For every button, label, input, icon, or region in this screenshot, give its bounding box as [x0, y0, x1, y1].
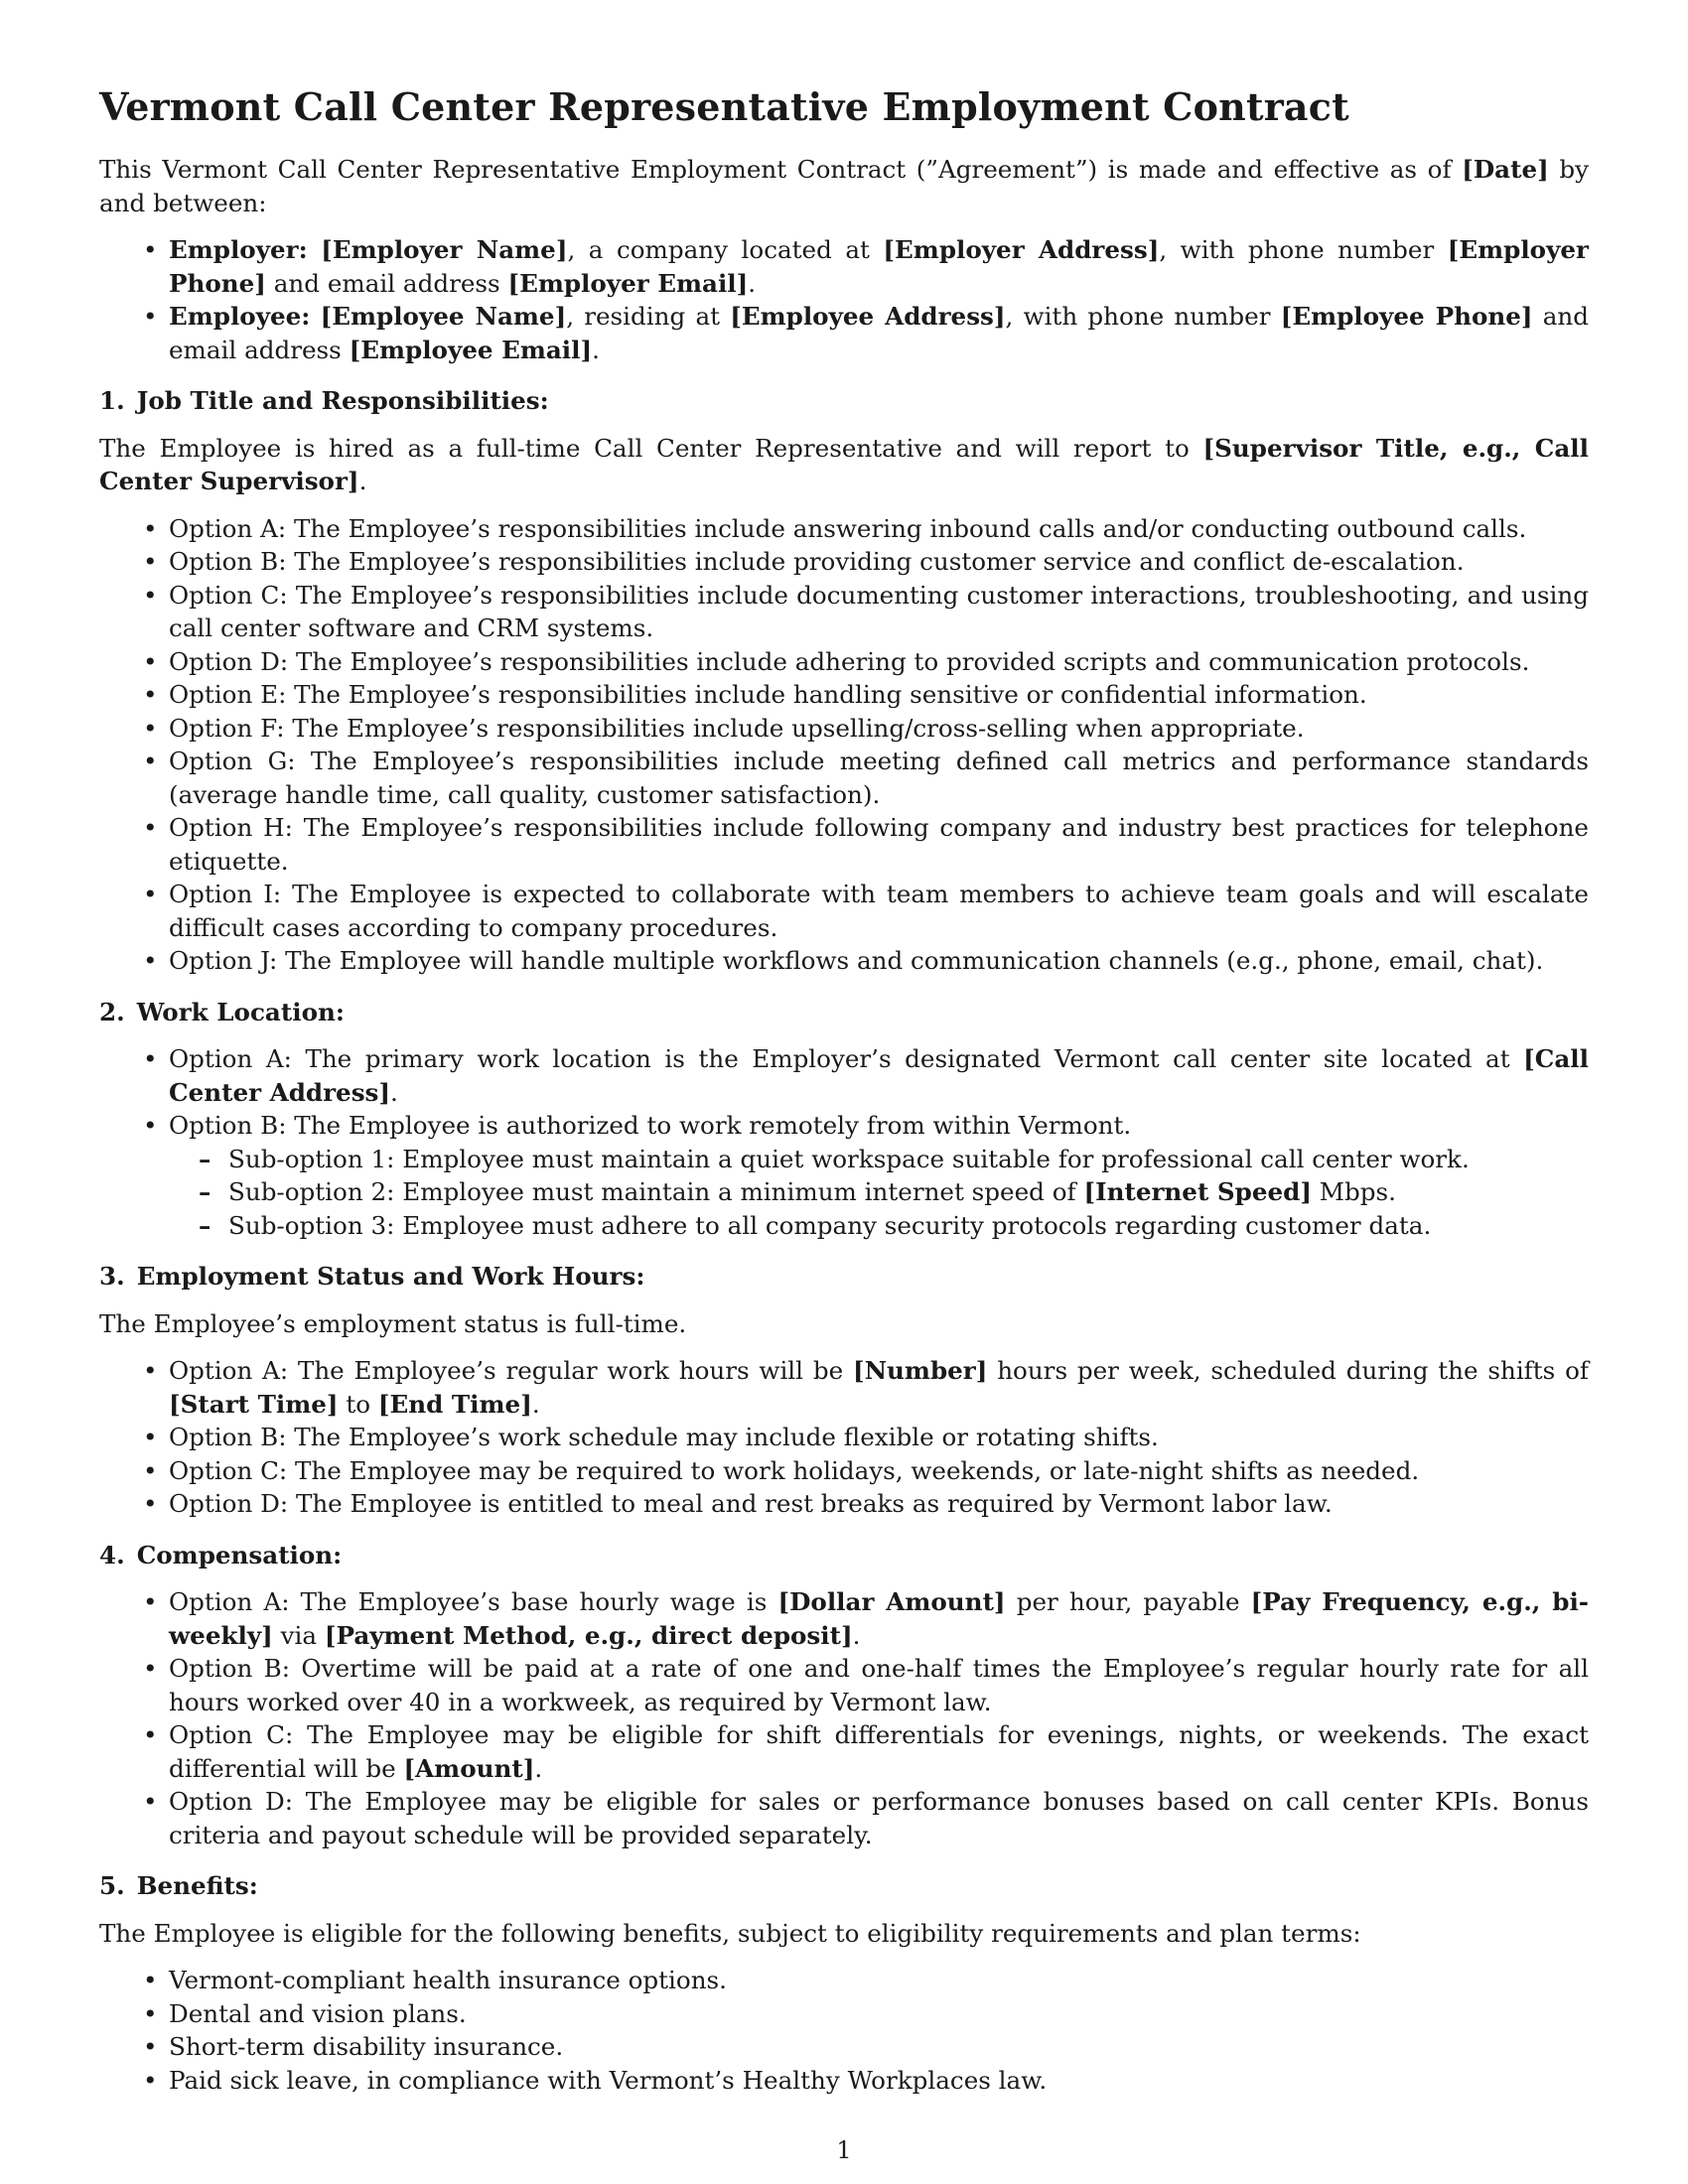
- list-item: • Option A: The primary work location is the Employer’s designated Vermont call center site located at [Call Center Address].: [169, 1042, 1589, 1109]
- list-item: • Option B: The Employee’s responsibilities include providing customer service and conflict de-escalation.: [169, 545, 1589, 579]
- list-item: • Option C: The Employee may be required to work holidays, weekends, or late-night shifts as needed.: [169, 1454, 1589, 1488]
- list-item: • Option G: The Employee’s responsibilities include meeting defined call metrics and performance standards (average handle time, call quality, customer satisfaction).: [169, 745, 1589, 811]
- section-3-options: [99, 1354, 1589, 1521]
- list-item: • Option B: The Employee is authorized to work remotely from within Vermont. – Sub-option 1: Employee must maintain a quiet workspace suitable for professional call center work. – Sub-option 2: Employee must maintain a minimum internet speed of [Internet Speed] Mbps. – Sub-option 3: Employee must adhere to all company security protocols regarding customer data.: [169, 1109, 1589, 1242]
- list-item: • Option B: The Employee’s work schedule may include flexible or rotating shifts.: [169, 1421, 1589, 1454]
- section-4-options: [99, 1585, 1589, 1851]
- list-item: • Vermont-compliant health insurance options.: [169, 1964, 1589, 1997]
- list-item: • Option J: The Employee will handle multiple workflows and communication channels (e.g., phone, email, chat).: [169, 944, 1589, 978]
- benefits-list: [99, 1964, 1589, 2097]
- list-item: • Option A: The Employee’s base hourly wage is [Dollar Amount] per hour, payable [Pay Frequency, e.g., bi-weekly] via [Payment Method, e.g., direct deposit].: [169, 1585, 1589, 1652]
- section-1-paragraph: The Employee is hired as a full-time Call Center Representative and will report to [Supervisor Title, e.g., Call Center Supervisor].: [99, 433, 1589, 495]
- list-item: • Option B: Overtime will be paid at a rate of one and one-half times the Employee’s regular hourly rate for all hours worked over 40 in a workweek, as required by Vermont law.: [169, 1652, 1589, 1718]
- page-number: 1: [836, 2136, 852, 2164]
- document-title: Vermont Call Center Representative Employment Contract: [99, 84, 1349, 129]
- intro-paragraph: This Vermont Call Center Representative Employment Contract (”Agreement”) is made and effective as of [Date] by and between:: [99, 155, 1589, 217]
- list-item: • Paid sick leave, in compliance with Vermont’s Healthy Workplaces law.: [169, 2064, 1589, 2098]
- list-item: • Option C: The Employee may be eligible for shift differentials for evenings, nights, or weekends. The exact differential will be [Amount].: [169, 1718, 1589, 1785]
- list-item: • Option A: The Employee’s responsibilities include answering inbound calls and/or conducting outbound calls.: [169, 512, 1589, 546]
- list-item: • Short-term disability insurance.: [169, 2030, 1589, 2064]
- sub-list-item: – Sub-option 2: Employee must maintain a minimum internet speed of [Internet Speed] Mbps.: [228, 1175, 1589, 1209]
- section-2-heading: 2. Work Location:: [99, 997, 345, 1026]
- list-item: • Option D: The Employee is entitled to meal and rest breaks as required by Vermont labor law.: [169, 1487, 1589, 1521]
- list-item: • Option H: The Employee’s responsibilities include following company and industry best practices for telephone etiquette.: [169, 811, 1589, 878]
- document-body: [99, 83, 1589, 2111]
- employer-party: • Employer: [Employer Name], a company located at [Employer Address], with phone number [Employer Phone] and email address [Employer Email].: [169, 233, 1589, 300]
- list-item: • Option E: The Employee’s responsibilities include handling sensitive or confidential information.: [169, 678, 1589, 712]
- employee-party: • Employee: [Employee Name], residing at [Employee Address], with phone number [Employee Phone] and email address [Employee Email].: [169, 300, 1589, 366]
- sub-list-item: – Sub-option 3: Employee must adhere to all company security protocols regarding customer data.: [228, 1209, 1589, 1243]
- section-5-heading: 5. Benefits:: [99, 1871, 258, 1900]
- parties-list: [99, 233, 1589, 366]
- section-4-heading: 4. Compensation:: [99, 1540, 343, 1570]
- section-5-paragraph: The Employee is eligible for the following benefits, subject to eligibility requirements and plan terms:: [99, 1918, 1361, 1948]
- section-1-options: [99, 512, 1589, 978]
- section-3-heading: 3. Employment Status and Work Hours:: [99, 1262, 645, 1291]
- sub-options-list: [169, 1143, 1589, 1243]
- list-item: • Option F: The Employee’s responsibilities include upselling/cross-selling when appropriate.: [169, 712, 1589, 746]
- section-2-options: [99, 1042, 1589, 1242]
- list-item: • Option I: The Employee is expected to collaborate with team members to achieve team goals and will escalate difficult cases according to company procedures.: [169, 878, 1589, 944]
- list-item: • Dental and vision plans.: [169, 1997, 1589, 2031]
- list-item: • Option A: The Employee’s regular work hours will be [Number] hours per week, scheduled during the shifts of [Start Time] to [End Time].: [169, 1354, 1589, 1421]
- sub-list-item: – Sub-option 1: Employee must maintain a quiet workspace suitable for professional call center work.: [228, 1143, 1589, 1176]
- list-item: • Option C: The Employee’s responsibilities include documenting customer interactions, troubleshooting, and using call center software and CRM systems.: [169, 579, 1589, 645]
- list-item: • Option D: The Employee’s responsibilities include adhering to provided scripts and communication protocols.: [169, 645, 1589, 679]
- list-item: • Option D: The Employee may be eligible for sales or performance bonuses based on call center KPIs. Bonus criteria and payout schedule will be provided separately.: [169, 1785, 1589, 1851]
- section-1-heading: 1. Job Title and Responsibilities:: [99, 386, 549, 415]
- section-3-paragraph: The Employee’s employment status is full-time.: [99, 1308, 687, 1338]
- date-placeholder: [Date]: [1462, 155, 1549, 184]
